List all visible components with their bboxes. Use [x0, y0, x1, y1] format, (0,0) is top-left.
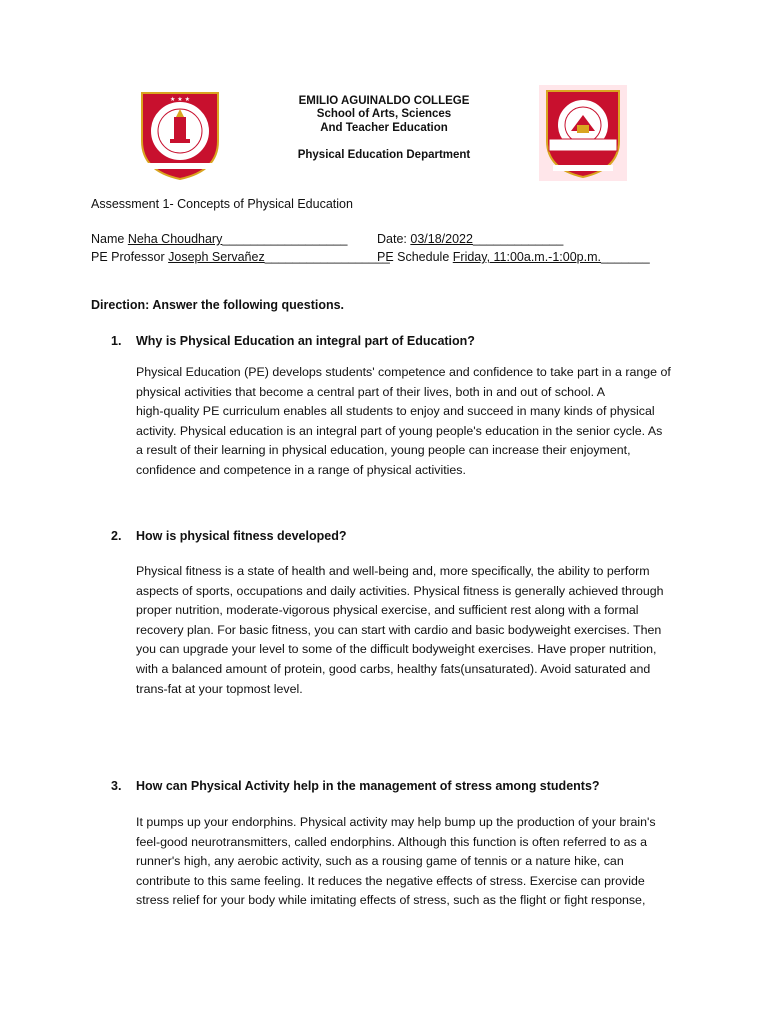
question-number: 2.: [111, 529, 122, 543]
department-name: Physical Education Department: [297, 149, 471, 161]
answer-line: Physical fitness is a state of health and well-being and, more specifically, the ability to perform: [136, 564, 650, 578]
question-1: [111, 334, 475, 348]
answer-1: [136, 363, 681, 481]
date-field: [377, 232, 563, 246]
name-underline: __________________: [222, 232, 348, 246]
answer-line: you can upgrade your level to some of the difficult bodyweight exercises. Have proper nutrition,: [136, 642, 657, 657]
assessment-title: Assessment 1- Concepts of Physical Education: [91, 197, 353, 211]
answer-line: proper nutrition, moderate-vigorous physical exercise, and sufficient rest along with a formal: [136, 603, 639, 618]
direction-text: Direction: Answer the following questions.: [91, 298, 345, 312]
professor-label: PE Professor: [91, 250, 165, 264]
answer-line: Physical Education (PE) develops students' competence and confidence to take part in a range of: [136, 365, 671, 379]
answer-line: physical activities that become a central part of their lives, both in and out of school. A: [136, 384, 606, 399]
question-number: 1.: [111, 334, 122, 348]
answer-line: It pumps up your endorphins. Physical activity may help bump up the production of your brain's: [136, 815, 656, 829]
name-field: [91, 232, 347, 246]
date-underline: _____________: [472, 232, 564, 246]
professor-value: Joseph Servañez: [168, 250, 265, 264]
question-text: How is physical fitness developed?: [136, 529, 347, 543]
answer-line: contribute to this same feeling. It reduces the negative effects of stress. Exercise can provide: [136, 873, 645, 888]
answer-line: trans-fat at your topmost level.: [136, 681, 303, 696]
schedule-label: PE Schedule: [377, 250, 450, 264]
answer-line: runner's high, any aerobic activity, such as a rousing game of tennis or a nature hike, can: [136, 854, 624, 869]
question-3: [111, 779, 600, 793]
answer-3: [136, 813, 681, 911]
professor-underline: __________________: [264, 250, 390, 264]
answer-line: with a balanced amount of protein, good carbs, healthy fats(unsaturated). Avoid saturated and: [136, 661, 651, 676]
college-name: EMILIO AGUINALDO COLLEGE: [298, 95, 470, 107]
college-seal-logo-left: [132, 87, 228, 183]
schedule-field: [377, 250, 650, 264]
question-text: How can Physical Activity help in the management of stress among students?: [136, 779, 600, 793]
svg-text:★ ★ ★: ★ ★ ★: [170, 96, 190, 103]
answer-line: aspects of sports, occupations and daily activities. Physical fitness is generally achieved through: [136, 583, 664, 598]
answer-line: confidence and competence in a range of physical activities.: [136, 462, 466, 477]
question-2: [111, 529, 346, 543]
professor-field: [91, 250, 390, 264]
question-number: 3.: [111, 779, 122, 793]
answer-line: high-quality PE curriculum enables all students to enjoy and succeed in many kinds of physical: [136, 404, 655, 419]
school-name: School of Arts, Sciences: [316, 108, 452, 120]
school-name-line-2: And Teacher Education: [320, 122, 448, 134]
question-text: Why is Physical Education an integral part of Education?: [136, 334, 475, 348]
answer-line: recovery plan. For basic fitness, you can start with cardio and basic bodyweight exercises. Then: [136, 622, 662, 637]
answer-line: a result of their learning in physical education, young people can increase their enjoyment,: [136, 443, 631, 458]
date-value: 03/18/2022: [410, 232, 473, 246]
answer-line: stress relief for your body while imitating effects of stress, such as the flight or fight response,: [136, 893, 646, 908]
department-seal-logo-right: [539, 85, 627, 181]
answer-2: [136, 562, 681, 699]
answer-line: activity. Physical education is an integral part of young people's education in the senior cycle. As: [136, 423, 663, 438]
name-label: Name: [91, 232, 125, 246]
answer-line: feel-good neurotransmitters, called endorphins. Although this function is often referred to as a: [136, 834, 648, 849]
schedule-underline: _______: [600, 250, 650, 264]
name-value: Neha Choudhary: [127, 232, 223, 246]
date-label: Date:: [377, 232, 407, 246]
schedule-value: Friday, 11:00a.m.-1:00p.m.: [452, 250, 601, 264]
